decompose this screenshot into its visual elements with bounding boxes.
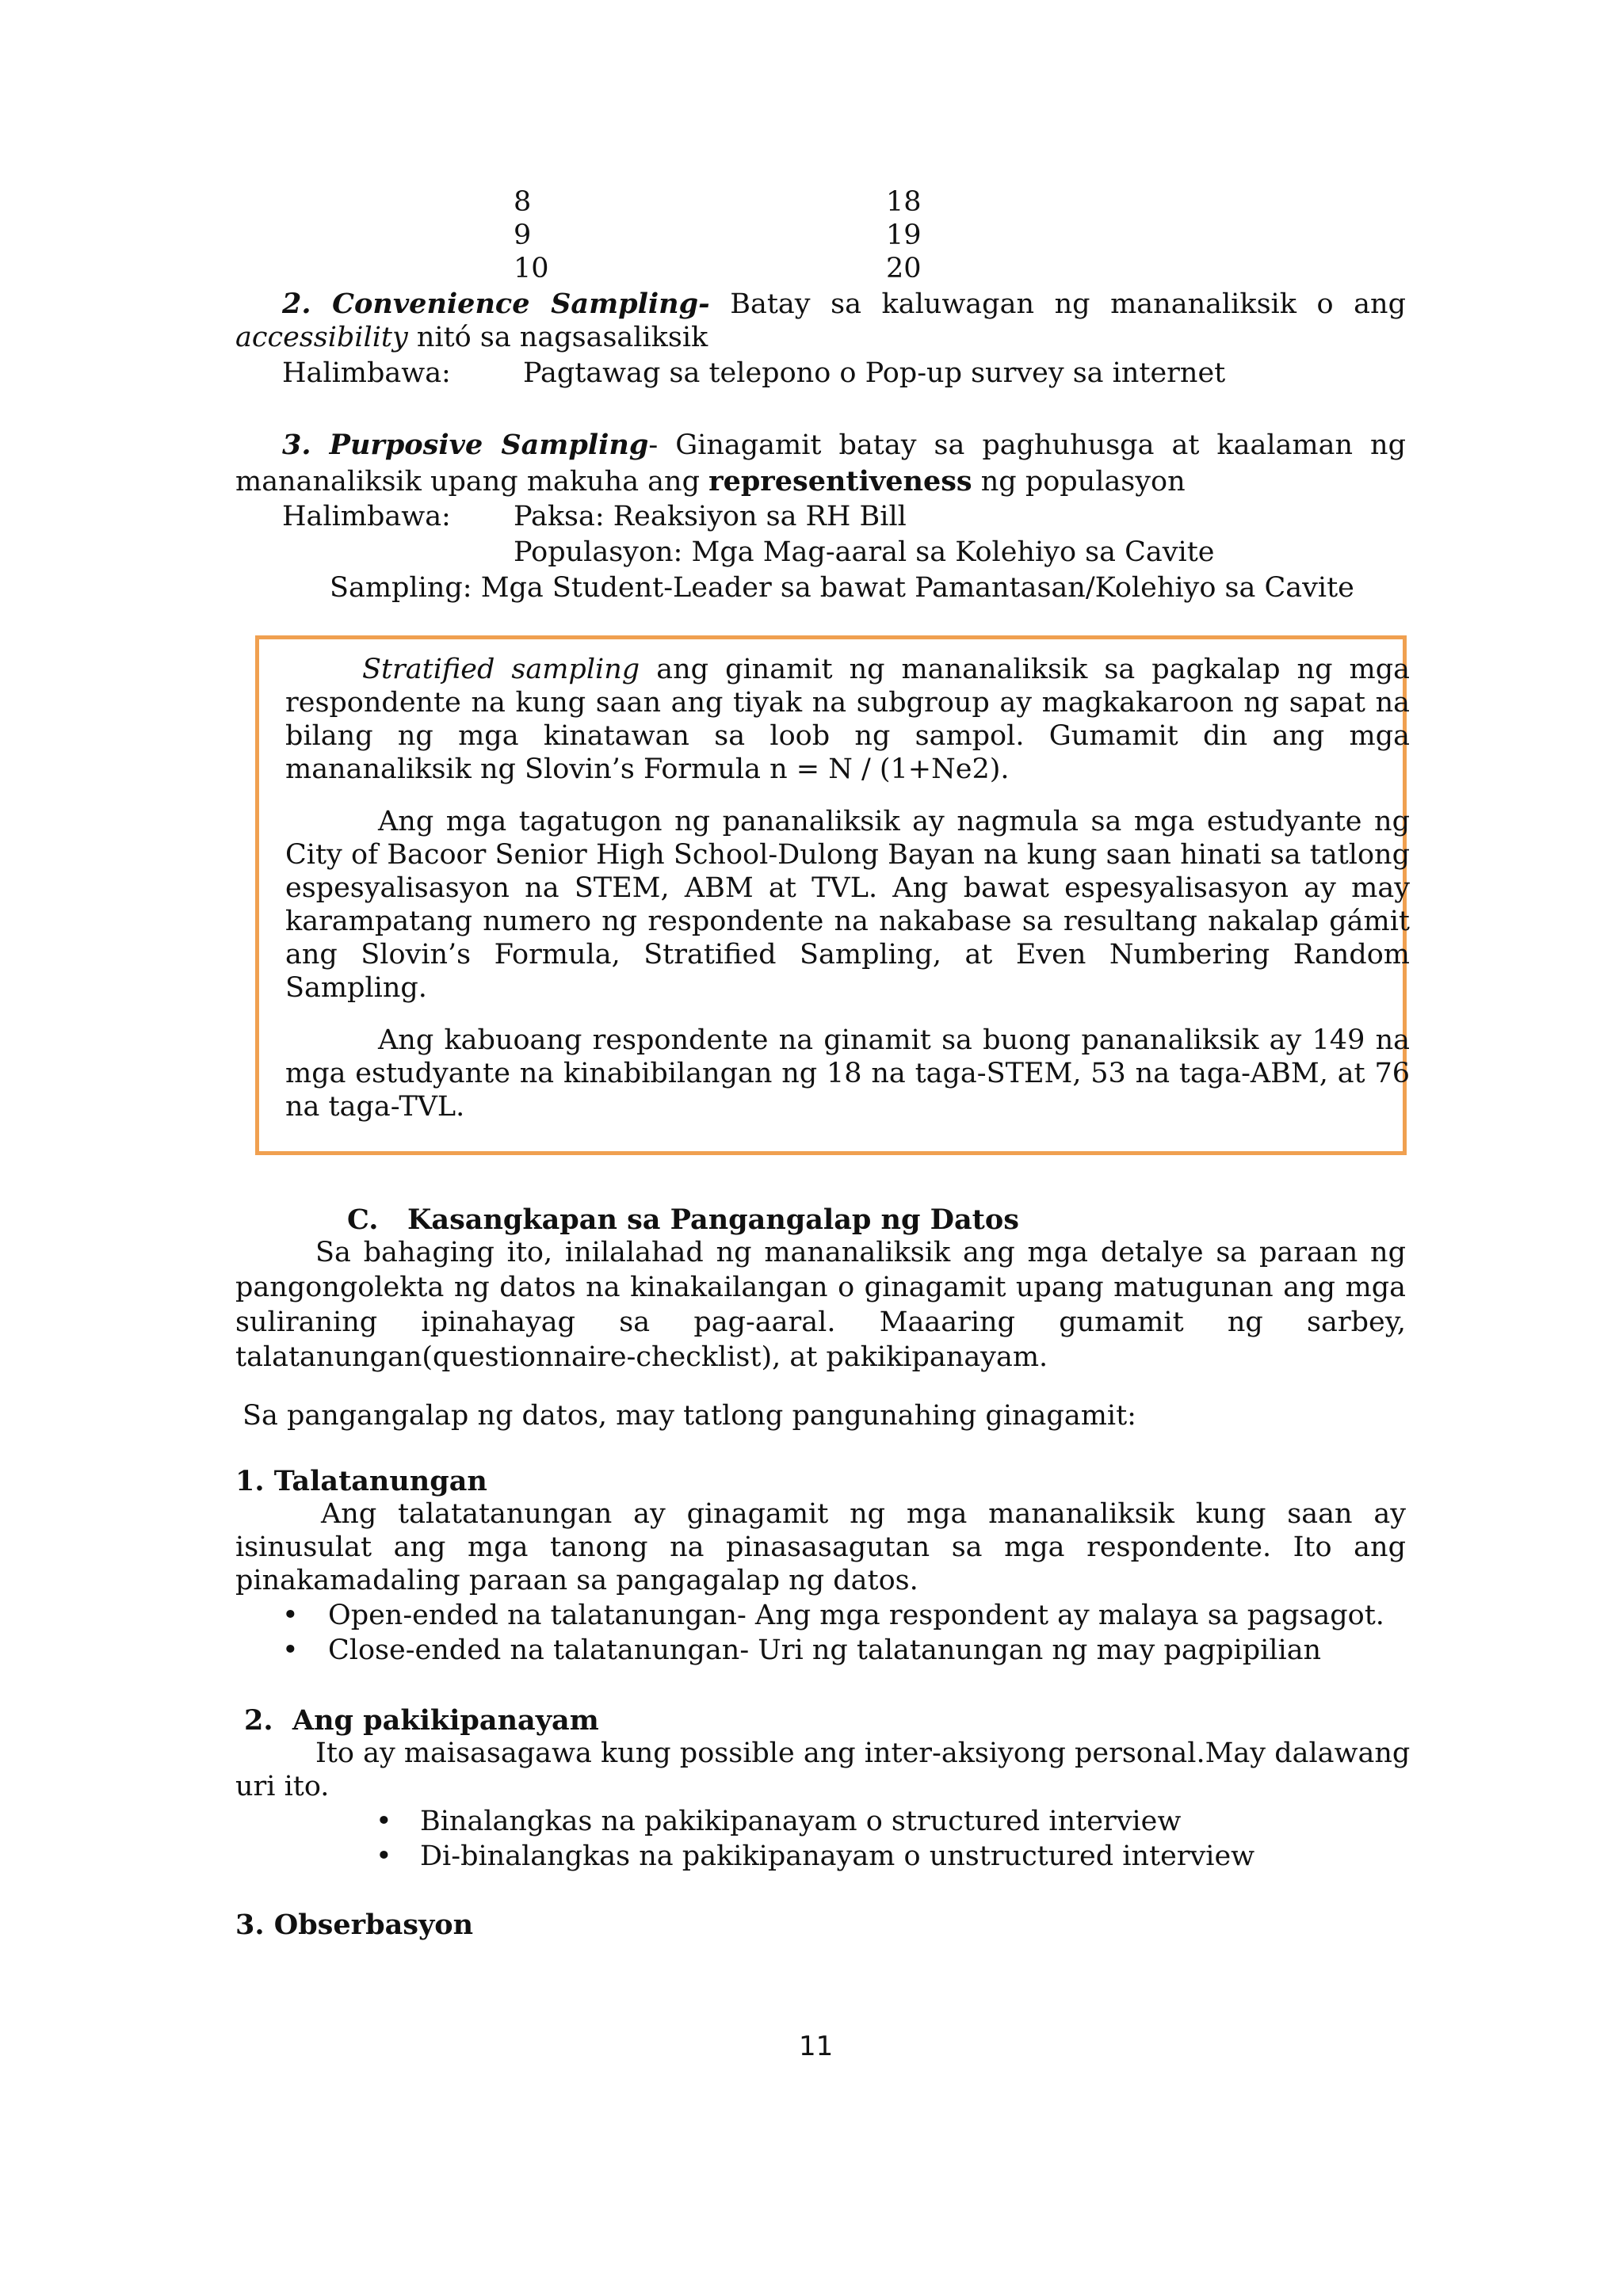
purposive-paksa: Paksa: Reaksiyon sa RH Bill [514,501,907,532]
box-p3-line3: na taga-TVL. [285,1091,465,1123]
item2-line1: Ito ay maisasagawa kung possible ang inter-aksiyong personal.May dalawang [315,1737,1411,1769]
purposive-line [282,428,1406,463]
section-c-line4: talatanungan(questionnaire-checklist), at pakikipanayam. [235,1341,1048,1373]
box-p2-line2: City of Bacoor Senior High School-Dulong Bayan na kung saan hinati sa tatlong [285,839,1410,871]
item2-line2: uri ito. [235,1771,330,1802]
number-col1-1: 8 [514,186,532,218]
purposive-dash: - [648,429,659,461]
item3-heading: 3. Obserbasyon [235,1909,474,1941]
item1-bullet2: Close-ended na talatanungan- Uri ng talatanungan ng may pagpipilian [328,1634,1322,1666]
accessibility-word: accessibility [235,322,408,353]
convenience-line2 [235,321,708,355]
box-p1-line2: respondente na kung saan ang tiyak na subgroup ay magkakaroon ng sapat na [285,687,1410,719]
convenience-desc2: nitó sa nagsasaliksik [407,322,708,353]
item2-heading: 2. Ang pakikipanayam [244,1704,599,1737]
number-col1-3: 10 [514,253,549,284]
purposive-line2 [235,464,1186,499]
number-col2-3: 20 [886,253,922,284]
purposive-sampling: Sampling: Mga Student-Leader sa bawat Pamantasan/Kolehiyo sa Cavite [330,572,1354,604]
stratified-sampling-word: Stratified sampling [362,654,640,685]
box-p1-line4: mananaliksik ng Slovin’s Formula n = N / (1+Ne2). [285,753,1010,785]
box-p1-line1 [362,653,1410,687]
convenience-example-text: Pagtawag sa telepono o Pop-up survey sa internet [523,357,1226,389]
box-p1-line3: bilang ng mga kinatawan sa loob ng sampol. Gumamit din ang mga [285,720,1410,752]
bullet-marker: • [282,1634,299,1666]
convenience-example-label: Halimbawa: [282,357,451,389]
bullet-marker: • [376,1806,392,1837]
box-p2-line3: espesyalisasyon na STEM, ABM at TVL. Ang bawat espesyalisasyon ay may [285,872,1410,904]
item1-bullet1: Open-ended na talatanungan- Ang mga respondent ay malaya sa pagsagot. [328,1600,1384,1631]
section-c-heading: C. Kasangkapan sa Pangangalap ng Datos [347,1203,1019,1236]
item2-bullet2: Di-binalangkas na pakikipanayam o unstructured interview [420,1840,1255,1872]
item1-line3: pinakamadaling paraan sa pangagalap ng datos. [235,1565,918,1596]
number-col2-1: 18 [886,186,922,218]
box-p2-line1: Ang mga tagatugon ng pananaliksik ay nagmula sa mga estudyante ng [378,806,1410,837]
purposive-term: 3. Purposive Sampling [282,429,649,461]
purposive-populasyon: Populasyon: Mga Mag-aaral sa Kolehiyo sa Cavite [514,536,1215,568]
page-number: 11 [799,2031,834,2062]
convenience-desc: Batay sa kaluwagan ng mananaliksik o ang [730,288,1406,320]
number-col2-2: 19 [886,219,922,251]
number-col1-2: 9 [514,219,532,251]
purposive-desc: Ginagamit batay sa paghuhusga at kaalaman ng [675,429,1406,461]
bullet-marker: • [282,1600,299,1631]
box-p2-line5: ang Slovin’s Formula, Stratified Sampling, at Even Numbering Random [285,939,1410,971]
convenience-term: 2. Convenience Sampling [282,288,699,320]
bullet-marker: • [376,1840,392,1872]
purposive-example-label: Halimbawa: [282,501,451,532]
item1-line1: Ang talatatanungan ay ginagamit ng mga mananaliksik kung saan ay [321,1498,1406,1530]
section-c-line3: suliraning ipinahayag sa pag-aaral. Maaaring gumamit ng sarbey, [235,1306,1406,1338]
item1-line2: isinusulat ang mga tanong na pinasasagutan sa mga respondente. Ito ang [235,1531,1406,1563]
box-p3-line1: Ang kabuoang respondente na ginamit sa buong pananaliksik ay 149 na [378,1024,1410,1056]
box-p2-line4: karampatang numero ng respondente na nakabase sa resultang nakalap gámit [285,906,1410,937]
box-p1-line1-text: ang ginamit ng mananaliksik sa pagkalap ng mga [640,654,1411,685]
purposive-line2-a: mananaliksik upang makuha ang [235,466,709,498]
section-c-intro: Sa pangangalap ng datos, may tatlong pangunahing ginagamit: [242,1400,1136,1432]
representiveness-word: representiveness [708,465,972,498]
box-p2-line6: Sampling. [285,972,427,1004]
purposive-line2-b: ng populasyon [972,466,1186,498]
box-p3-line2: mga estudyante na kinabibilangan ng 18 na taga-STEM, 53 na taga-ABM, at 76 [285,1058,1410,1089]
convenience-dash: - [698,288,710,320]
section-c-line2: pangongolekta ng datos na kinakailangan o ginagamit upang matugunan ang mga [235,1272,1406,1303]
section-c-line1: Sa bahaging ito, inilalahad ng mananaliksik ang mga detalye sa paraan ng [315,1237,1406,1268]
item1-heading: 1. Talatanungan [235,1465,487,1497]
item2-bullet1: Binalangkas na pakikipanayam o structured interview [420,1806,1182,1837]
convenience-line [282,287,1406,322]
